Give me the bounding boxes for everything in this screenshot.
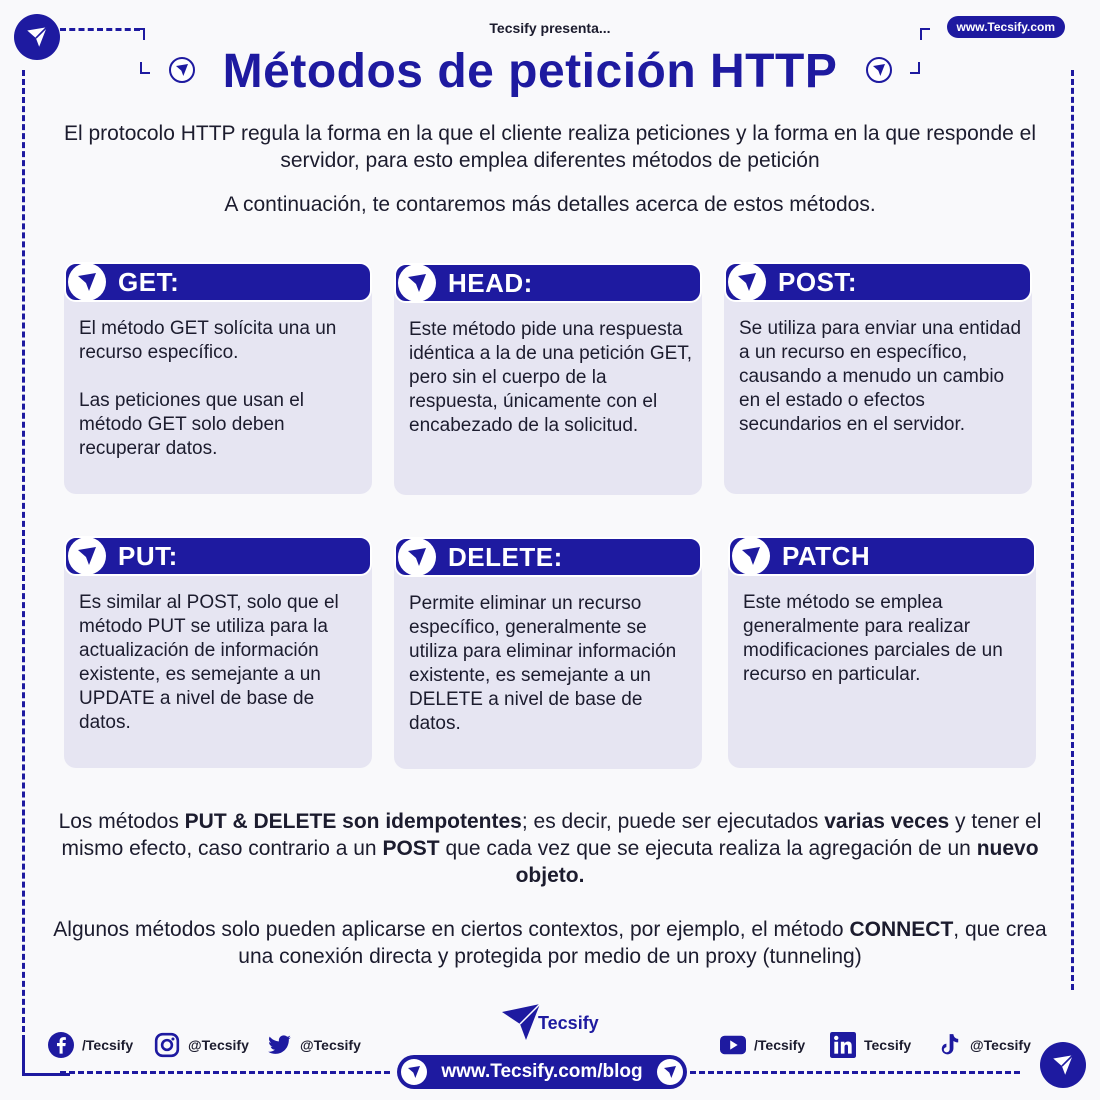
connect-note	[40, 916, 1060, 970]
social-instagram[interactable]	[154, 1032, 249, 1058]
plane-icon	[68, 263, 106, 301]
card-body: Se utiliza para enviar una entidad a un recurso en específico, causando a menudo un cambio en el estado o efectos secundarios en el servidor.	[739, 318, 1022, 435]
note-text: Los métodos	[58, 810, 185, 833]
plane-icon	[398, 264, 436, 302]
tiktok-icon	[936, 1032, 962, 1058]
note-bold: varias veces	[824, 810, 950, 833]
card-header	[394, 537, 702, 577]
note-text: y tener el mismo efecto, caso contrario a un	[61, 810, 1042, 860]
plane-icon	[728, 263, 766, 301]
note-text: , que crea una conexión directa y protegida por medio de un proxy (tunneling)	[238, 918, 1047, 968]
social-twitter[interactable]	[266, 1032, 361, 1058]
card-header	[64, 536, 372, 576]
card-title: HEAD:	[448, 267, 533, 298]
youtube-icon	[720, 1032, 746, 1058]
note-text: Algunos métodos solo pueden aplicarse en ciertos contextos, por ejemplo, el método	[53, 918, 850, 941]
frame-bottom-right-dashed	[690, 1071, 1020, 1074]
social-handle: /Tecsify	[82, 1037, 134, 1053]
method-card-post	[724, 262, 1032, 494]
card-body: Permite eliminar un recurso específico, generalmente se utiliza para eliminar información existente, es semejante a un DELETE a nivel de base de datos.	[409, 593, 677, 734]
social-handle: @Tecsify	[188, 1037, 249, 1053]
card-header	[394, 263, 702, 303]
note-text: ; es decir, puede ser ejecutados	[521, 810, 825, 833]
social-handle: @Tecsify	[300, 1037, 361, 1053]
plane-icon	[398, 538, 436, 576]
twitter-icon	[266, 1032, 292, 1058]
tecsify-brand-icon	[500, 1002, 542, 1042]
card-body: Este método se emplea generalmente para realizar modificaciones parciales de un recurso en particular.	[743, 592, 1003, 685]
card-title: GET:	[118, 266, 180, 297]
card-body: El método GET solícita una un recurso específico. Las peticiones que usan el método GET solo deben recuperar datos.	[79, 318, 337, 459]
card-header	[64, 262, 372, 302]
intro-subtext: A continuación, te contaremos más detalles acerca de estos métodos.	[224, 193, 876, 216]
frame-right-dashed	[1071, 70, 1074, 990]
tecsify-logo-corner-icon	[1040, 1042, 1086, 1088]
social-handle: Tecsify	[864, 1037, 912, 1053]
social-handle: /Tecsify	[754, 1037, 806, 1053]
blog-link-label: www.Tecsify.com/blog	[441, 1061, 643, 1082]
card-title: DELETE:	[448, 541, 563, 572]
social-handle: @Tecsify	[970, 1037, 1031, 1053]
site-link[interactable]: www.Tecsify.com	[947, 16, 1065, 38]
blog-link[interactable]	[397, 1055, 687, 1089]
card-body: Este método pide una respuesta idéntica a la de una petición GET, pero sin el cuerpo de la respuesta, únicamente con el encabezado de la solicitud.	[409, 319, 693, 436]
linkedin-icon	[830, 1032, 856, 1058]
card-title: POST:	[778, 266, 858, 297]
method-card-put	[64, 536, 372, 768]
frame-left-dashed	[22, 70, 25, 1050]
note-text: que cada vez que se ejecuta realiza la agregación de un	[439, 837, 977, 860]
intro-paragraph: El protocolo HTTP regula la forma en la que el cliente realiza peticiones y la forma en la que responde el servidor, para esto emplea diferentes métodos de petición	[64, 122, 1036, 172]
page-title: Métodos de petición HTTP	[222, 45, 838, 98]
idempotent-note	[40, 808, 1060, 889]
note-bold: PUT & DELETE son idempotentes	[184, 810, 522, 833]
note-bold: POST	[382, 837, 440, 860]
plane-icon	[401, 1059, 427, 1085]
brand-name: Tecsify	[538, 1013, 599, 1033]
instagram-icon	[154, 1032, 180, 1058]
card-title: PUT:	[118, 540, 178, 571]
method-card-head	[394, 263, 702, 495]
note-bold: CONNECT	[849, 918, 954, 941]
method-card-get	[64, 262, 372, 494]
plane-icon	[732, 537, 770, 575]
social-linkedin[interactable]	[830, 1032, 911, 1058]
presents-text: Tecsify presenta...	[489, 20, 611, 36]
facebook-icon	[48, 1032, 74, 1058]
plane-icon	[68, 537, 106, 575]
card-header	[728, 536, 1036, 576]
card-header	[724, 262, 1032, 302]
card-title: PATCH	[782, 540, 871, 571]
social-youtube[interactable]	[720, 1032, 805, 1058]
note-bold: nuevo objeto.	[515, 837, 1039, 887]
social-tiktok[interactable]	[936, 1032, 1031, 1058]
method-card-delete	[394, 537, 702, 769]
method-card-patch	[728, 536, 1036, 768]
plane-icon	[657, 1059, 683, 1085]
card-body: Es similar al POST, solo que el método PUT se utiliza para la actualización de información existente, es semejante a un UPDATE a nivel de base de datos.	[79, 592, 339, 733]
frame-bottom-left-dashed	[60, 1071, 390, 1074]
social-facebook[interactable]	[48, 1032, 133, 1058]
tecsify-brand	[500, 1002, 599, 1042]
